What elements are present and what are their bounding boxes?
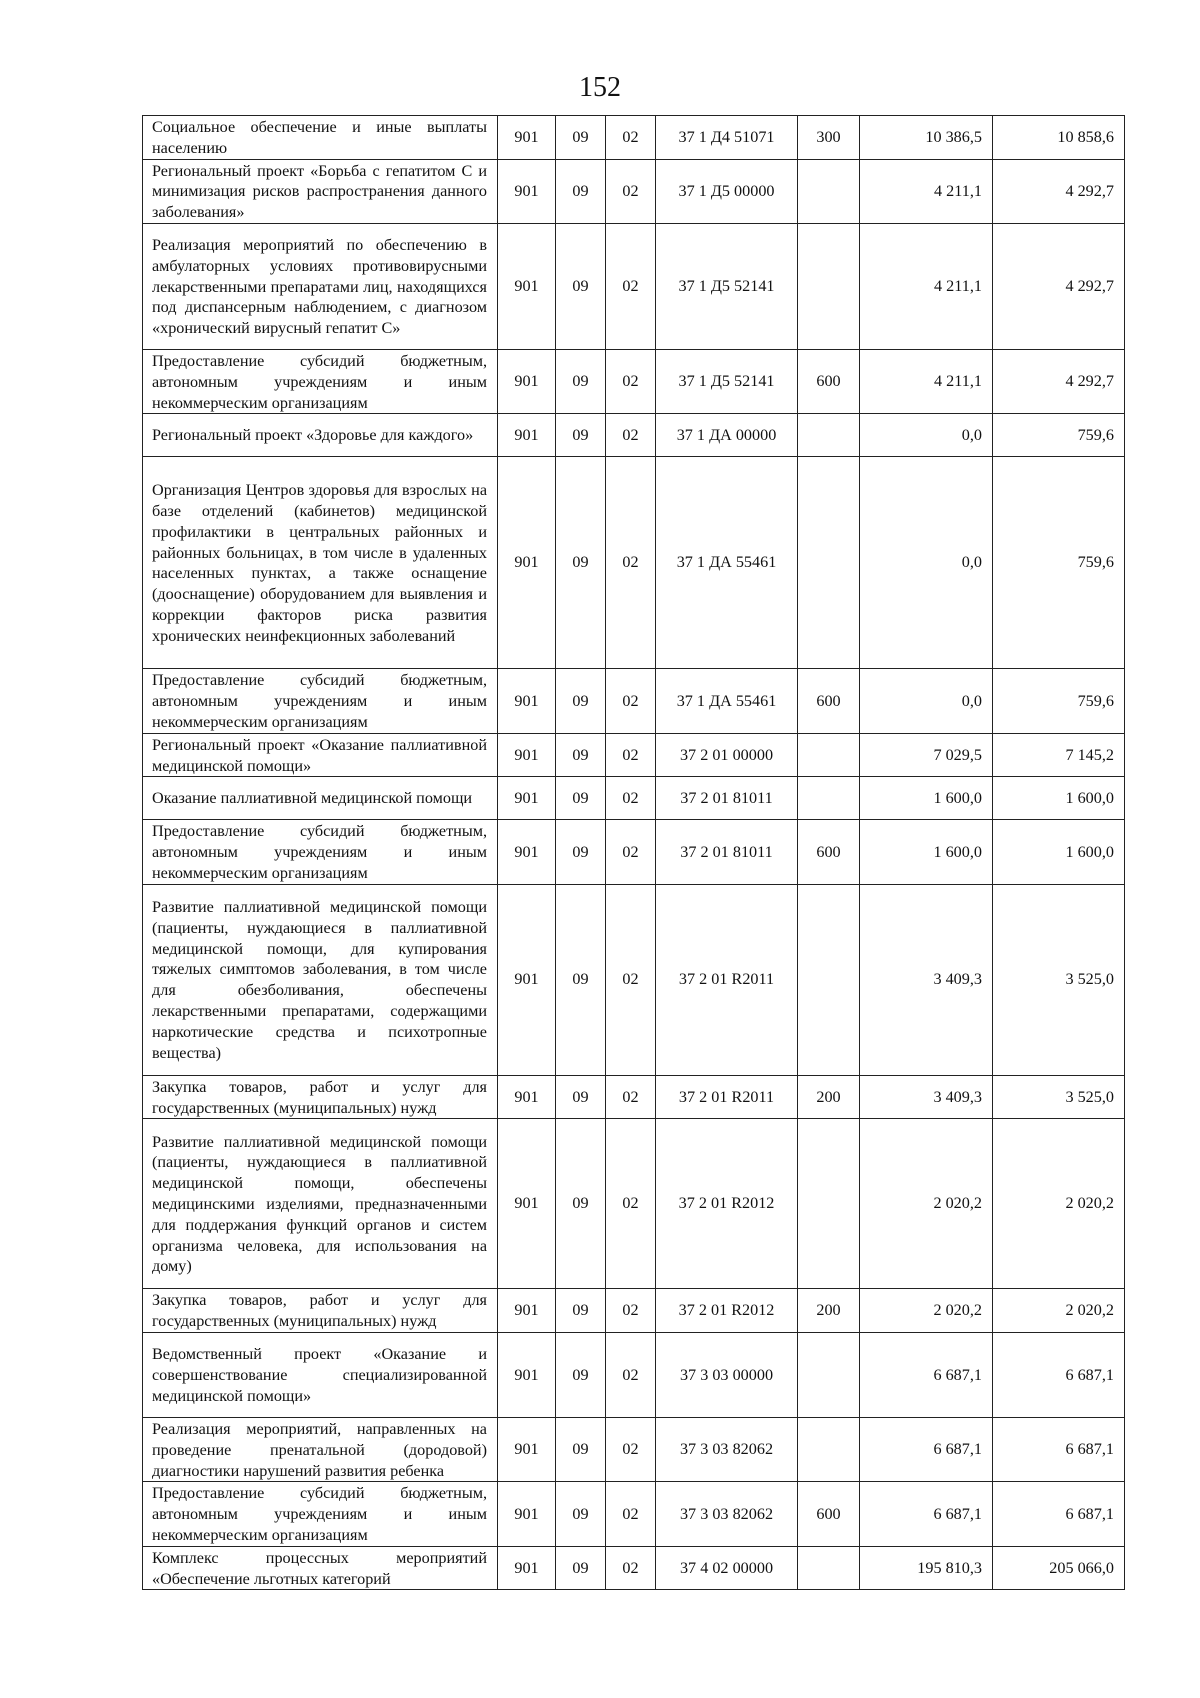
target-article-code: 37 3 03 82062 <box>656 1482 798 1546</box>
expense-type-code: 600 <box>798 1482 860 1546</box>
admin-code: 901 <box>498 884 556 1075</box>
expense-type-code <box>798 223 860 349</box>
table-row <box>143 457 1125 669</box>
target-article-code: 37 1 Д5 00000 <box>656 159 798 223</box>
section-code: 09 <box>556 159 606 223</box>
admin-code: 901 <box>498 116 556 160</box>
section-code: 09 <box>556 733 606 777</box>
admin-code: 901 <box>498 457 556 669</box>
admin-code: 901 <box>498 1417 556 1481</box>
subsection-code: 02 <box>606 733 656 777</box>
admin-code: 901 <box>498 669 556 733</box>
amount-year-2: 759,6 <box>993 669 1125 733</box>
subsection-code: 02 <box>606 1482 656 1546</box>
amount-year-1: 195 810,3 <box>860 1546 993 1590</box>
target-article-code: 37 1 ДА 00000 <box>656 414 798 457</box>
budget-item-name: Реализация мероприятий по обеспечению в амбулаторных условиях противовирусными лекарственными препаратами лиц, находящихся под диспансерным наблюдением, с диагнозом «хронический вирусный гепатит С» <box>143 223 498 349</box>
subsection-code: 02 <box>606 457 656 669</box>
section-code: 09 <box>556 223 606 349</box>
admin-code: 901 <box>498 1546 556 1590</box>
expense-type-code: 200 <box>798 1289 860 1333</box>
subsection-code: 02 <box>606 1075 656 1119</box>
expense-type-code <box>798 457 860 669</box>
section-code: 09 <box>556 1417 606 1481</box>
target-article-code: 37 2 01 R2012 <box>656 1119 798 1289</box>
amount-year-1: 2 020,2 <box>860 1289 993 1333</box>
target-article-code: 37 3 03 00000 <box>656 1332 798 1417</box>
table-row <box>143 1482 1125 1546</box>
budget-item-name: Организация Центров здоровья для взрослых на базе отделений (кабинетов) медицинской профилактики в центральных районных и районных больницах, в том числе в удаленных населенных пунктах, а также оснащение (дооснащение) оборудованием для выявления и коррекции факторов риска развития хронических неинфекционных заболеваний <box>143 457 498 669</box>
budget-item-name: Предоставление субсидий бюджетным, автономным учреждениям и иным некоммерческим организациям <box>143 1482 498 1546</box>
amount-year-1: 2 020,2 <box>860 1119 993 1289</box>
amount-year-2: 7 145,2 <box>993 733 1125 777</box>
subsection-code: 02 <box>606 159 656 223</box>
amount-year-2: 3 525,0 <box>993 1075 1125 1119</box>
amount-year-2: 2 020,2 <box>993 1119 1125 1289</box>
target-article-code: 37 2 01 R2012 <box>656 1289 798 1333</box>
section-code: 09 <box>556 1119 606 1289</box>
admin-code: 901 <box>498 1075 556 1119</box>
expense-type-code <box>798 733 860 777</box>
amount-year-2: 205 066,0 <box>993 1546 1125 1590</box>
expense-type-code <box>798 777 860 820</box>
table-row <box>143 1417 1125 1481</box>
section-code: 09 <box>556 349 606 413</box>
admin-code: 901 <box>498 159 556 223</box>
table-row <box>143 1332 1125 1417</box>
admin-code: 901 <box>498 1332 556 1417</box>
budget-item-name: Закупка товаров, работ и услуг для государственных (муниципальных) нужд <box>143 1289 498 1333</box>
subsection-code: 02 <box>606 1119 656 1289</box>
section-code: 09 <box>556 1332 606 1417</box>
expense-type-code: 600 <box>798 349 860 413</box>
section-code: 09 <box>556 777 606 820</box>
section-code: 09 <box>556 1546 606 1590</box>
subsection-code: 02 <box>606 116 656 160</box>
budget-item-name: Реализация мероприятий, направленных на проведение пренатальной (дородовой) диагностики нарушений развития ребенка <box>143 1417 498 1481</box>
expense-type-code <box>798 1332 860 1417</box>
amount-year-2: 1 600,0 <box>993 777 1125 820</box>
table-row <box>143 223 1125 349</box>
amount-year-1: 3 409,3 <box>860 884 993 1075</box>
amount-year-1: 1 600,0 <box>860 820 993 884</box>
admin-code: 901 <box>498 349 556 413</box>
budget-item-name: Развитие паллиативной медицинской помощи (пациенты, нуждающиеся в паллиативной медицинской помощи, обеспечены медицинскими изделиями, предназначенными для поддержания функций органов и систем организма человека, для использования на дому) <box>143 1119 498 1289</box>
section-code: 09 <box>556 1289 606 1333</box>
admin-code: 901 <box>498 414 556 457</box>
table-row <box>143 159 1125 223</box>
table-row <box>143 669 1125 733</box>
budget-item-name: Региональный проект «Борьба с гепатитом С и минимизация рисков распространения данного заболевания» <box>143 159 498 223</box>
budget-item-name: Предоставление субсидий бюджетным, автономным учреждениям и иным некоммерческим организациям <box>143 820 498 884</box>
subsection-code: 02 <box>606 777 656 820</box>
table-row <box>143 733 1125 777</box>
table-row <box>143 777 1125 820</box>
target-article-code: 37 1 ДА 55461 <box>656 457 798 669</box>
table-row <box>143 414 1125 457</box>
target-article-code: 37 2 01 81011 <box>656 820 798 884</box>
target-article-code: 37 2 01 R2011 <box>656 884 798 1075</box>
budget-item-name: Комплекс процессных мероприятий «Обеспечение льготных категорий <box>143 1546 498 1590</box>
section-code: 09 <box>556 414 606 457</box>
amount-year-2: 759,6 <box>993 457 1125 669</box>
subsection-code: 02 <box>606 884 656 1075</box>
target-article-code: 37 4 02 00000 <box>656 1546 798 1590</box>
amount-year-1: 1 600,0 <box>860 777 993 820</box>
admin-code: 901 <box>498 1482 556 1546</box>
section-code: 09 <box>556 820 606 884</box>
amount-year-1: 6 687,1 <box>860 1482 993 1546</box>
amount-year-2: 4 292,7 <box>993 159 1125 223</box>
expense-type-code: 200 <box>798 1075 860 1119</box>
budget-table <box>142 115 1125 1590</box>
subsection-code: 02 <box>606 820 656 884</box>
target-article-code: 37 1 Д5 52141 <box>656 349 798 413</box>
table-body <box>143 116 1125 1590</box>
amount-year-2: 1 600,0 <box>993 820 1125 884</box>
table-row <box>143 1119 1125 1289</box>
page-number: 152 <box>579 72 621 103</box>
amount-year-2: 6 687,1 <box>993 1482 1125 1546</box>
target-article-code: 37 2 01 00000 <box>656 733 798 777</box>
amount-year-2: 10 858,6 <box>993 116 1125 160</box>
section-code: 09 <box>556 1075 606 1119</box>
amount-year-2: 6 687,1 <box>993 1332 1125 1417</box>
target-article-code: 37 1 Д5 52141 <box>656 223 798 349</box>
section-code: 09 <box>556 116 606 160</box>
section-code: 09 <box>556 1482 606 1546</box>
table-row <box>143 116 1125 160</box>
amount-year-1: 10 386,5 <box>860 116 993 160</box>
amount-year-1: 4 211,1 <box>860 223 993 349</box>
amount-year-1: 6 687,1 <box>860 1417 993 1481</box>
expense-type-code <box>798 884 860 1075</box>
budget-item-name: Региональный проект «Здоровье для каждого» <box>143 414 498 457</box>
amount-year-1: 0,0 <box>860 457 993 669</box>
admin-code: 901 <box>498 733 556 777</box>
amount-year-2: 6 687,1 <box>993 1417 1125 1481</box>
table-row <box>143 1289 1125 1333</box>
amount-year-1: 4 211,1 <box>860 159 993 223</box>
section-code: 09 <box>556 457 606 669</box>
subsection-code: 02 <box>606 1546 656 1590</box>
target-article-code: 37 1 Д4 51071 <box>656 116 798 160</box>
expense-type-code: 600 <box>798 820 860 884</box>
subsection-code: 02 <box>606 1332 656 1417</box>
section-code: 09 <box>556 669 606 733</box>
subsection-code: 02 <box>606 1417 656 1481</box>
table-row <box>143 1546 1125 1590</box>
amount-year-1: 7 029,5 <box>860 733 993 777</box>
amount-year-2: 2 020,2 <box>993 1289 1125 1333</box>
expense-type-code <box>798 159 860 223</box>
subsection-code: 02 <box>606 1289 656 1333</box>
amount-year-1: 6 687,1 <box>860 1332 993 1417</box>
section-code: 09 <box>556 884 606 1075</box>
budget-item-name: Закупка товаров, работ и услуг для государственных (муниципальных) нужд <box>143 1075 498 1119</box>
amount-year-2: 759,6 <box>993 414 1125 457</box>
table-row <box>143 1075 1125 1119</box>
expense-type-code <box>798 414 860 457</box>
budget-item-name: Предоставление субсидий бюджетным, автономным учреждениям и иным некоммерческим организациям <box>143 669 498 733</box>
amount-year-1: 0,0 <box>860 669 993 733</box>
amount-year-1: 0,0 <box>860 414 993 457</box>
budget-item-name: Оказание паллиативной медицинской помощи <box>143 777 498 820</box>
expense-type-code: 600 <box>798 669 860 733</box>
expense-type-code: 300 <box>798 116 860 160</box>
admin-code: 901 <box>498 1119 556 1289</box>
amount-year-2: 4 292,7 <box>993 223 1125 349</box>
table-row <box>143 820 1125 884</box>
budget-item-name: Ведомственный проект «Оказание и совершенствование специализированной медицинской помощи» <box>143 1332 498 1417</box>
expense-type-code <box>798 1119 860 1289</box>
admin-code: 901 <box>498 223 556 349</box>
budget-item-name: Социальное обеспечение и иные выплаты населению <box>143 116 498 160</box>
target-article-code: 37 2 01 R2011 <box>656 1075 798 1119</box>
admin-code: 901 <box>498 777 556 820</box>
subsection-code: 02 <box>606 223 656 349</box>
budget-item-name: Развитие паллиативной медицинской помощи (пациенты, нуждающиеся в паллиативной медицинской помощи, для купирования тяжелых симптомов заболевания, в том числе для обезболивания, обеспечены лекарственными препаратами, содержащими наркотические средства и психотропные вещества) <box>143 884 498 1075</box>
subsection-code: 02 <box>606 669 656 733</box>
budget-item-name: Предоставление субсидий бюджетным, автономным учреждениям и иным некоммерческим организациям <box>143 349 498 413</box>
subsection-code: 02 <box>606 349 656 413</box>
expense-type-code <box>798 1417 860 1481</box>
target-article-code: 37 3 03 82062 <box>656 1417 798 1481</box>
admin-code: 901 <box>498 820 556 884</box>
target-article-code: 37 2 01 81011 <box>656 777 798 820</box>
amount-year-1: 4 211,1 <box>860 349 993 413</box>
table-row <box>143 349 1125 413</box>
amount-year-2: 3 525,0 <box>993 884 1125 1075</box>
admin-code: 901 <box>498 1289 556 1333</box>
table-row <box>143 884 1125 1075</box>
budget-item-name: Региональный проект «Оказание паллиативной медицинской помощи» <box>143 733 498 777</box>
amount-year-2: 4 292,7 <box>993 349 1125 413</box>
target-article-code: 37 1 ДА 55461 <box>656 669 798 733</box>
amount-year-1: 3 409,3 <box>860 1075 993 1119</box>
subsection-code: 02 <box>606 414 656 457</box>
expense-type-code <box>798 1546 860 1590</box>
